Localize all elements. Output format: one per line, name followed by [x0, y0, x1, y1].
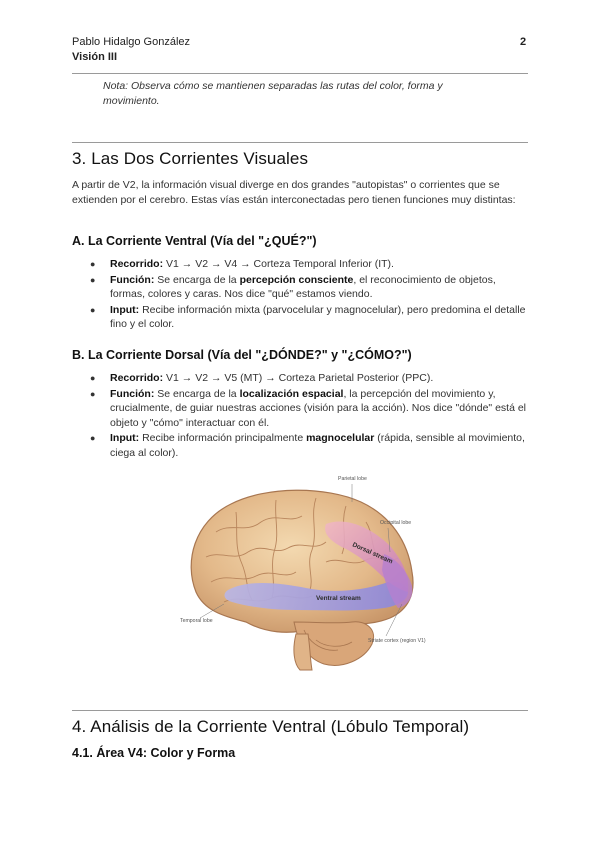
note-rule — [72, 142, 528, 143]
bullet-icon: ● — [90, 388, 96, 399]
item-text: V1 → V2 → V4 → Corteza Temporal Inferior (IT). — [163, 258, 394, 270]
section-4-1-title: 4.1. Área V4: Color y Forma — [72, 746, 236, 760]
note-text: Nota: Observa cómo se mantienen separadas las rutas del color, forma y movimiento. — [103, 80, 443, 107]
list-item — [72, 371, 527, 386]
header-page-number: 2 — [520, 36, 527, 48]
item-emphasis: percepción consciente — [239, 273, 354, 286]
item-label: Función: — [110, 387, 155, 400]
item-label: Input: — [110, 432, 140, 444]
section-3-intro: A partir de V2, la información visual diverge en dos grandes "autopistas" o corrientes que se extienden por el cerebro. Estas vías están interconectadas pero tienen funciones muy distintas: — [72, 179, 516, 206]
list-item — [72, 431, 527, 460]
bullet-icon: ● — [90, 304, 96, 315]
dorsal-stream-list — [72, 371, 527, 461]
brain-streams-figure — [176, 472, 426, 672]
list-item — [72, 273, 527, 302]
item-text: , el reconocimiento de objetos, formas, colores y caras. Nos dice "qué" estamos viendo. — [110, 273, 496, 300]
header-course: Visión III — [72, 51, 118, 63]
bullet-icon: ● — [90, 373, 96, 383]
item-emphasis: localización espacial — [239, 387, 344, 400]
item-text: Recibe información principalmente — [139, 432, 307, 444]
item-text: Se encarga de la — [154, 387, 240, 400]
bullet-icon: ● — [90, 433, 96, 443]
temporal-lobe-label: Temporal lobe — [180, 618, 213, 624]
ventral-stream-label: Ventral stream — [316, 595, 361, 602]
dorsal-stream-label: Dorsal stream — [351, 541, 394, 566]
ventral-stream-list — [72, 257, 527, 333]
parietal-lobe-label: Parietal lobe — [338, 476, 367, 482]
ventral-stream-heading: A. La Corriente Ventral (Vía del "¿QUÉ?") — [72, 234, 317, 248]
item-text: (rápida, sensible al movimiento, ciega al color). — [110, 432, 525, 459]
list-item — [72, 257, 527, 272]
item-label: Recorrido: — [110, 372, 164, 384]
striate-cortex-label: Striate cortex (region V1) — [368, 638, 426, 644]
item-emphasis: magnocelular — [306, 432, 375, 444]
item-text: V1 → V2 → V5 (MT) → Corteza Parietal Posterior (PPC). — [163, 372, 434, 384]
section-3-title: 3. Las Dos Corrientes Visuales — [72, 149, 309, 168]
header-rule — [72, 73, 528, 74]
item-text: Se encarga de la — [154, 273, 240, 286]
bullet-icon: ● — [90, 274, 96, 285]
list-item — [72, 303, 527, 332]
section-4-title: 4. Análisis de la Corriente Ventral (Lóbulo Temporal) — [72, 717, 470, 736]
header-author: Pablo Hidalgo González — [72, 36, 191, 48]
occipital-lobe-label: Occipital lobe — [380, 520, 412, 526]
item-text: Recibe información mixta (parvocelular y magnocelular), pero predomina el detalle fino y el color. — [110, 303, 526, 330]
section-4-rule — [72, 710, 528, 711]
list-item — [72, 387, 527, 431]
bullet-icon: ● — [90, 259, 96, 269]
dorsal-stream-heading: B. La Corriente Dorsal (Vía del "¿DÓNDE?" y "¿CÓMO?") — [72, 348, 412, 362]
item-text: , la percepción del movimiento y, crucialmente, de guiar nuestras acciones (visión para la acción). Nos dice "dónde" está el objeto y "cómo" interactuar con él. — [110, 387, 527, 429]
item-label: Input: — [110, 303, 140, 316]
item-label: Recorrido: — [110, 258, 164, 270]
item-label: Función: — [110, 273, 155, 286]
